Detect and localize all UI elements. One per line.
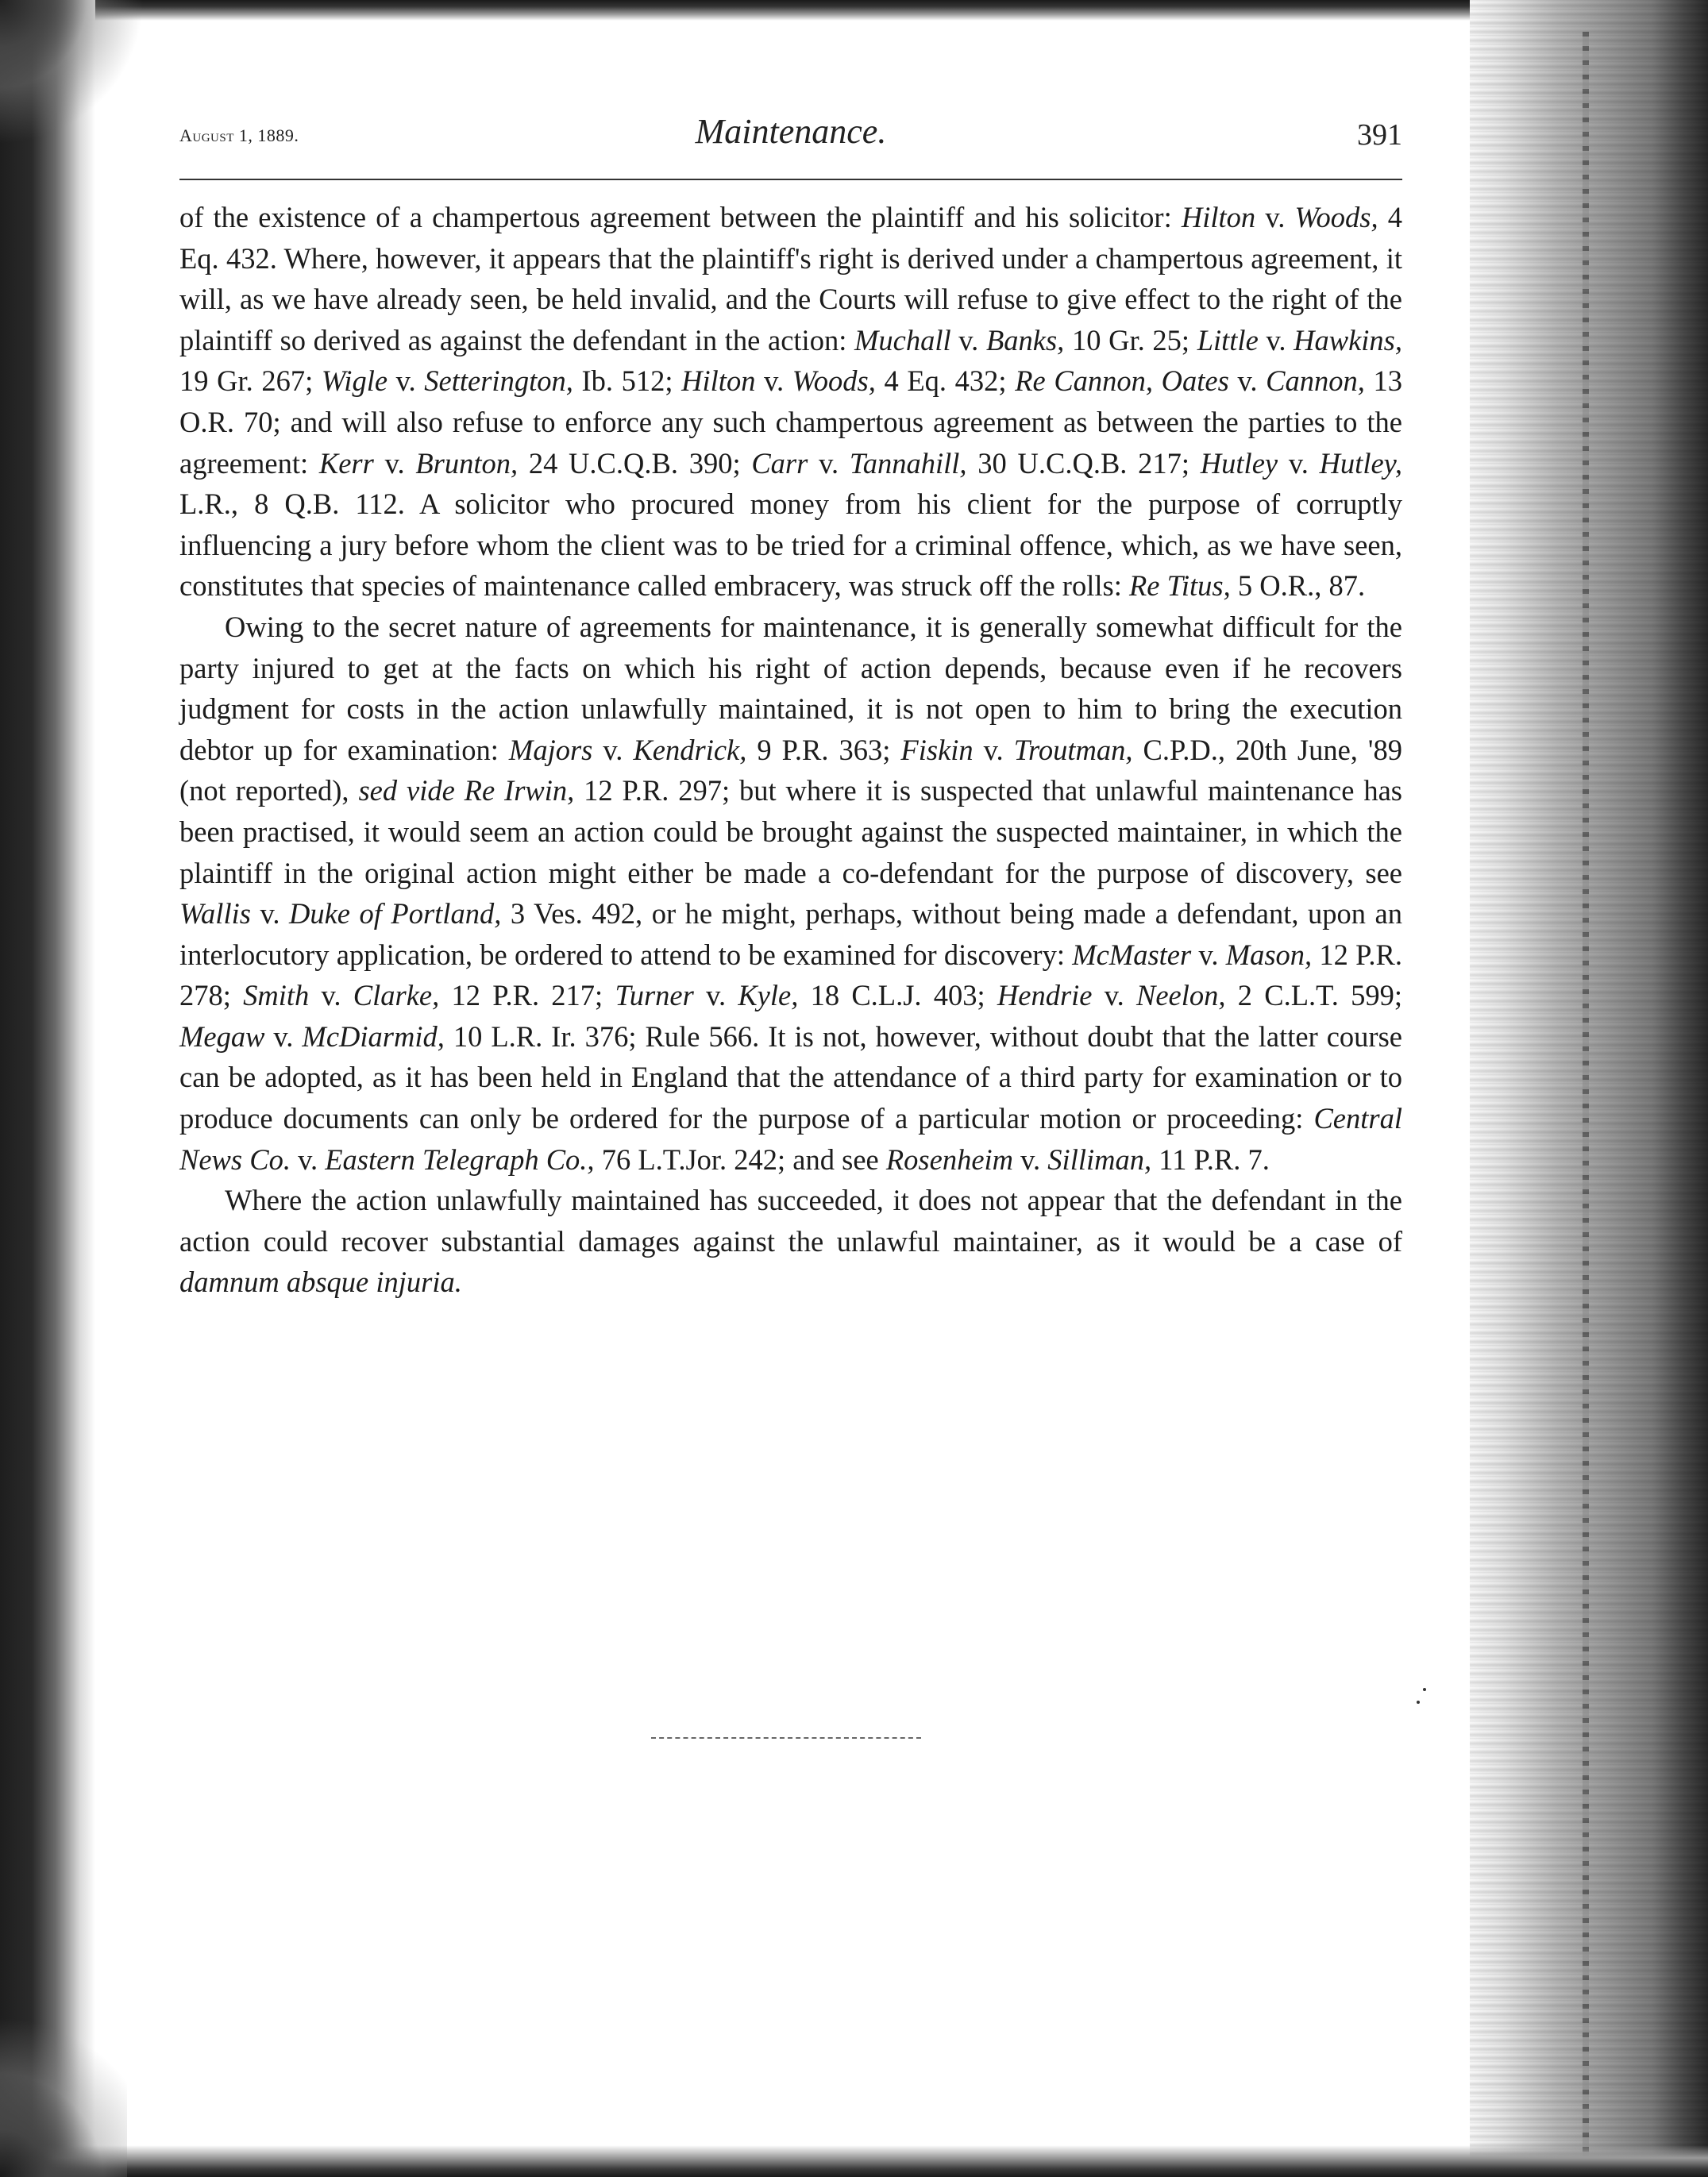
italic-citation-text: Turner — [615, 979, 694, 1012]
italic-citation-text: Kerr — [318, 446, 374, 480]
text-segment: v. — [290, 1142, 326, 1176]
scan-shadow-bottom-left — [0, 1971, 127, 2177]
italic-citation-text: sed vide Re Irwin, — [358, 774, 575, 807]
text-segment: 12 P.R. 278; — [179, 938, 1403, 1012]
text-segment: v. — [1191, 938, 1226, 971]
text-segment: v. — [755, 364, 792, 398]
italic-citation-text: Silliman, — [1047, 1142, 1152, 1176]
text-segment: 9 P.R. 363; — [746, 733, 901, 766]
section-end-rule — [651, 1737, 921, 1739]
text-segment: C.P.D., 20th June, '89 (not reported), — [179, 733, 1402, 807]
italic-citation-text: Hendrie — [997, 979, 1093, 1012]
scan-specks — [1417, 1683, 1432, 1715]
italic-citation-text: Kendrick, — [633, 733, 747, 766]
text-segment: v. — [1258, 323, 1294, 356]
issue-date: August 1, 1889. — [179, 125, 299, 145]
italic-citation-text: Wallis — [179, 897, 251, 931]
italic-citation-text: Hutley, — [1319, 446, 1402, 480]
text-segment: 76 L.T.Jor. 242; and see — [594, 1142, 886, 1176]
binding-shadow — [1583, 32, 1589, 2160]
italic-citation-text: Banks, — [985, 323, 1065, 356]
text-segment: Ib. 512; — [573, 364, 682, 398]
text-segment: of the existence of a champertous agreement between the plaintiff and his solicitor: — [179, 201, 1182, 233]
italic-citation-text: Central News Co. — [179, 1102, 1402, 1176]
italic-citation-text: McMaster — [1072, 938, 1192, 971]
italic-citation-text: Woods, — [792, 364, 876, 398]
text-segment: v. — [1013, 1142, 1048, 1176]
italic-citation-text: Hawkins, — [1294, 323, 1402, 356]
paragraph-2 — [179, 607, 1402, 1180]
text-segment: 24 U.C.Q.B. 390; — [518, 446, 752, 480]
italic-citation-text: Eastern Telegraph Co., — [325, 1142, 595, 1176]
italic-citation-text: Clarke, — [353, 979, 440, 1012]
paragraph-3 — [179, 1180, 1402, 1303]
text-segment: 10 Gr. 25; — [1064, 323, 1197, 356]
italic-citation-text: Fiskin — [900, 733, 974, 766]
italic-citation-text: Muchall — [854, 323, 951, 356]
page-title: Maintenance. — [695, 112, 887, 151]
italic-citation-text: Brunton, — [415, 446, 519, 480]
italic-citation-text: Kyle, — [738, 979, 799, 1012]
text-segment: 18 C.L.J. 403; — [798, 979, 997, 1012]
italic-citation-text: Setterington, — [424, 364, 573, 398]
text-segment: v. — [808, 446, 850, 480]
scan-edge-right — [1470, 0, 1708, 2177]
text-segment: v. — [387, 364, 425, 398]
text-segment: 12 P.R. 297; but where it is suspected that unlawful maintenance has been practised, it would seem an action could be brought against the suspected maintainer, in which the plaintiff in the original action might either be made a co-defendant for the purpose of discovery, see — [179, 774, 1402, 889]
text-segment: 30 U.C.Q.B. 217; — [966, 446, 1201, 480]
text-segment: Owing to the secret nature of agreements for maintenance, it is generally somewhat difficult for the party injured to get at the facts on which his right of action depends, because even if he recovers judgment for costs in the action unlawfully maintained, it is not open to him to bring the execution debtor up for examination: — [179, 610, 1402, 766]
italic-citation-text: Wigle — [321, 364, 388, 398]
text-segment: 4 Eq. 432; — [875, 364, 1016, 398]
italic-citation-text: damnum absque injuria. — [179, 1266, 462, 1299]
header-rule — [179, 179, 1402, 180]
text-segment: v. — [973, 733, 1014, 766]
italic-citation-text: Neelon, — [1136, 979, 1226, 1012]
italic-citation-text: McDiarmid, — [302, 1019, 445, 1053]
italic-citation-text: Re Titus, — [1128, 569, 1231, 603]
scan-edge-left — [0, 0, 95, 2177]
italic-citation-text: Little — [1197, 323, 1259, 356]
italic-citation-text: Tannahill, — [849, 446, 967, 480]
italic-citation-text: Troutman, — [1013, 733, 1133, 766]
text-segment: v. — [1278, 446, 1320, 480]
text-segment: 13 O.R. 70; and will also refuse to enforce any such champertous agreement as between the parties to the agreement: — [179, 364, 1402, 480]
italic-citation-text: Hilton — [1181, 201, 1256, 233]
italic-citation-text: Duke of Portland, — [288, 897, 502, 931]
italic-citation-text: Hutley — [1200, 446, 1278, 480]
italic-citation-text: Carr — [751, 446, 808, 480]
text-segment: 11 P.R. 7. — [1151, 1142, 1270, 1176]
italic-citation-text: Cannon, — [1266, 364, 1365, 398]
text-segment: Where the action unlawfully maintained has succeeded, it does not appear that the defendant in the action could recover substantial damages against the unlawful maintainer, as it would be a case of — [179, 1184, 1402, 1258]
text-segment: v. — [1228, 364, 1267, 398]
text-segment: 3 Ves. 492, or he might, perhaps, without being made a defendant, upon an interlocutory application, be ordered to attend to be examined for discovery: — [179, 897, 1402, 971]
text-segment: 5 O.R., 87. — [1230, 569, 1366, 603]
text-segment: v. — [264, 1019, 303, 1053]
italic-citation-text: Re Cannon, Oates — [1015, 364, 1229, 398]
italic-citation-text: Smith — [243, 979, 310, 1012]
scan-edge-bottom — [0, 2145, 1708, 2177]
text-segment: v. — [373, 446, 416, 480]
body-text — [179, 197, 1402, 1303]
text-segment: v. — [1092, 979, 1136, 1012]
text-segment: v. — [693, 979, 738, 1012]
paragraph-1 — [179, 197, 1402, 607]
italic-citation-text: Hilton — [681, 364, 756, 398]
scan-shadow-top-left — [0, 0, 159, 143]
italic-citation-text: Woods, — [1294, 201, 1378, 233]
text-segment: 4 Eq. 432. Where, however, it appears that the plaintiff's right is derived under a champertous agreement, it will, as we have already seen, be held invalid, and the Courts will refuse to give effect to the right of the plaintiff so derived as against the defendant in the action: — [179, 201, 1402, 356]
text-segment: v. — [250, 897, 289, 931]
text-segment: v. — [309, 979, 353, 1012]
text-segment: L.R., 8 Q.B. 112. A solicitor who procured money from his client for the purpose of corruptly influencing a jury before whom the client was to be tried for a criminal offence, which, as we have seen, constitutes that species of maintenance called embracery, was struck off the rolls: — [179, 487, 1402, 603]
italic-citation-text: Megaw — [179, 1019, 265, 1053]
running-head — [179, 111, 1402, 159]
text-segment: 10 L.R. Ir. 376; Rule 566. It is not, however, without doubt that the latter course can be adopted, as it has been held in England that the attendance of a third party for examination or to produce documents can only be ordered for the purpose of a particular motion or proceeding: — [179, 1019, 1402, 1135]
scan-edge-top — [0, 0, 1708, 21]
page-number: 391 — [1357, 118, 1402, 152]
text-segment: v. — [592, 733, 634, 766]
text-segment: 19 Gr. 267; — [179, 364, 322, 398]
italic-citation-text: Majors — [508, 733, 593, 766]
italic-citation-text: Rosenheim — [885, 1142, 1014, 1176]
text-segment: v. — [950, 323, 986, 356]
text-segment: v. — [1255, 201, 1295, 233]
italic-citation-text: Mason, — [1225, 938, 1313, 971]
text-segment: 12 P.R. 217; — [439, 979, 615, 1012]
text-segment: 2 C.L.T. 599; — [1225, 979, 1402, 1012]
